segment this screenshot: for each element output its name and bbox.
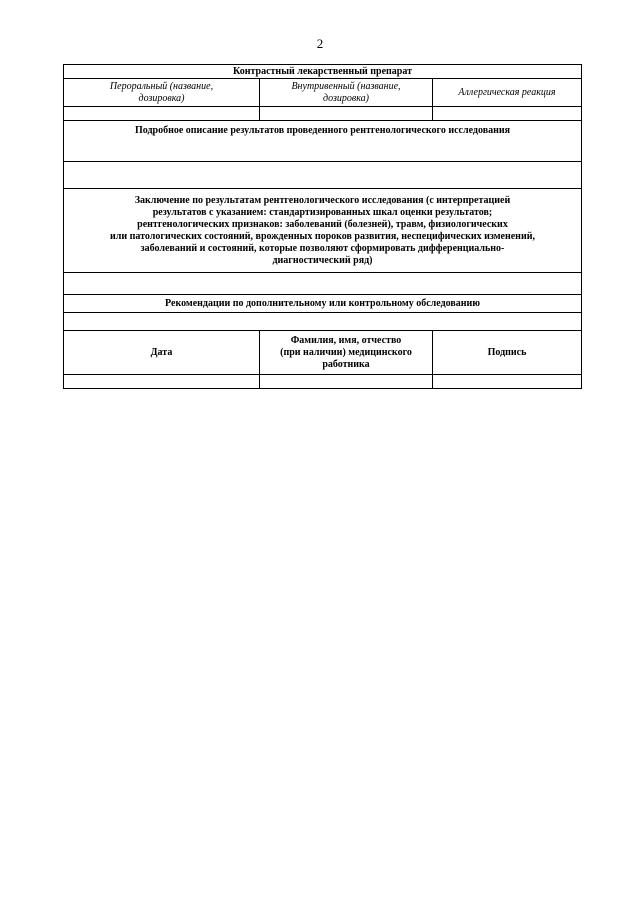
- description-field[interactable]: [64, 162, 582, 189]
- intravenous-contrast-value-cell[interactable]: [260, 107, 433, 121]
- page-number: 2: [316, 36, 324, 51]
- radiology-report-form-table: [63, 64, 582, 389]
- medical-worker-name-header: Фамилия, имя, отчество (при наличии) медицинского работника: [260, 331, 433, 375]
- signature-value-cell[interactable]: [433, 375, 582, 389]
- date-value-cell[interactable]: [64, 375, 260, 389]
- contrast-agent-header: Контрастный лекарственный препарат: [64, 65, 582, 79]
- description-header: Подробное описание результатов проведенного рентгенологического исследования: [64, 121, 582, 162]
- intravenous-contrast-header: Внутривенный (название, дозировка): [260, 79, 433, 107]
- recommendations-header: Рекомендации по дополнительному или контрольному обследованию: [64, 295, 582, 313]
- allergic-reaction-value-cell[interactable]: [433, 107, 582, 121]
- conclusion-field[interactable]: [64, 273, 582, 295]
- date-header: Дата: [64, 331, 260, 375]
- recommendations-field[interactable]: [64, 313, 582, 331]
- allergic-reaction-header: Аллергическая реакция: [433, 79, 582, 107]
- conclusion-header: Заключение по результатам рентгенологического исследования (с интерпретацией результатов с указанием: стандартизированных шкал оценки результатов; рентгенологических признаков: заболеваний (болезней), травм, физиологических или патологических состояний, врожденных пороков развития, неспецифических изменений, заболеваний и состояний, которые позволяют сформировать дифференциально- диагностический ряд): [64, 189, 582, 273]
- signature-header: Подпись: [433, 331, 582, 375]
- oral-contrast-header: Пероральный (название, дозировка): [64, 79, 260, 107]
- oral-contrast-value-cell[interactable]: [64, 107, 260, 121]
- medical-worker-name-value-cell[interactable]: [260, 375, 433, 389]
